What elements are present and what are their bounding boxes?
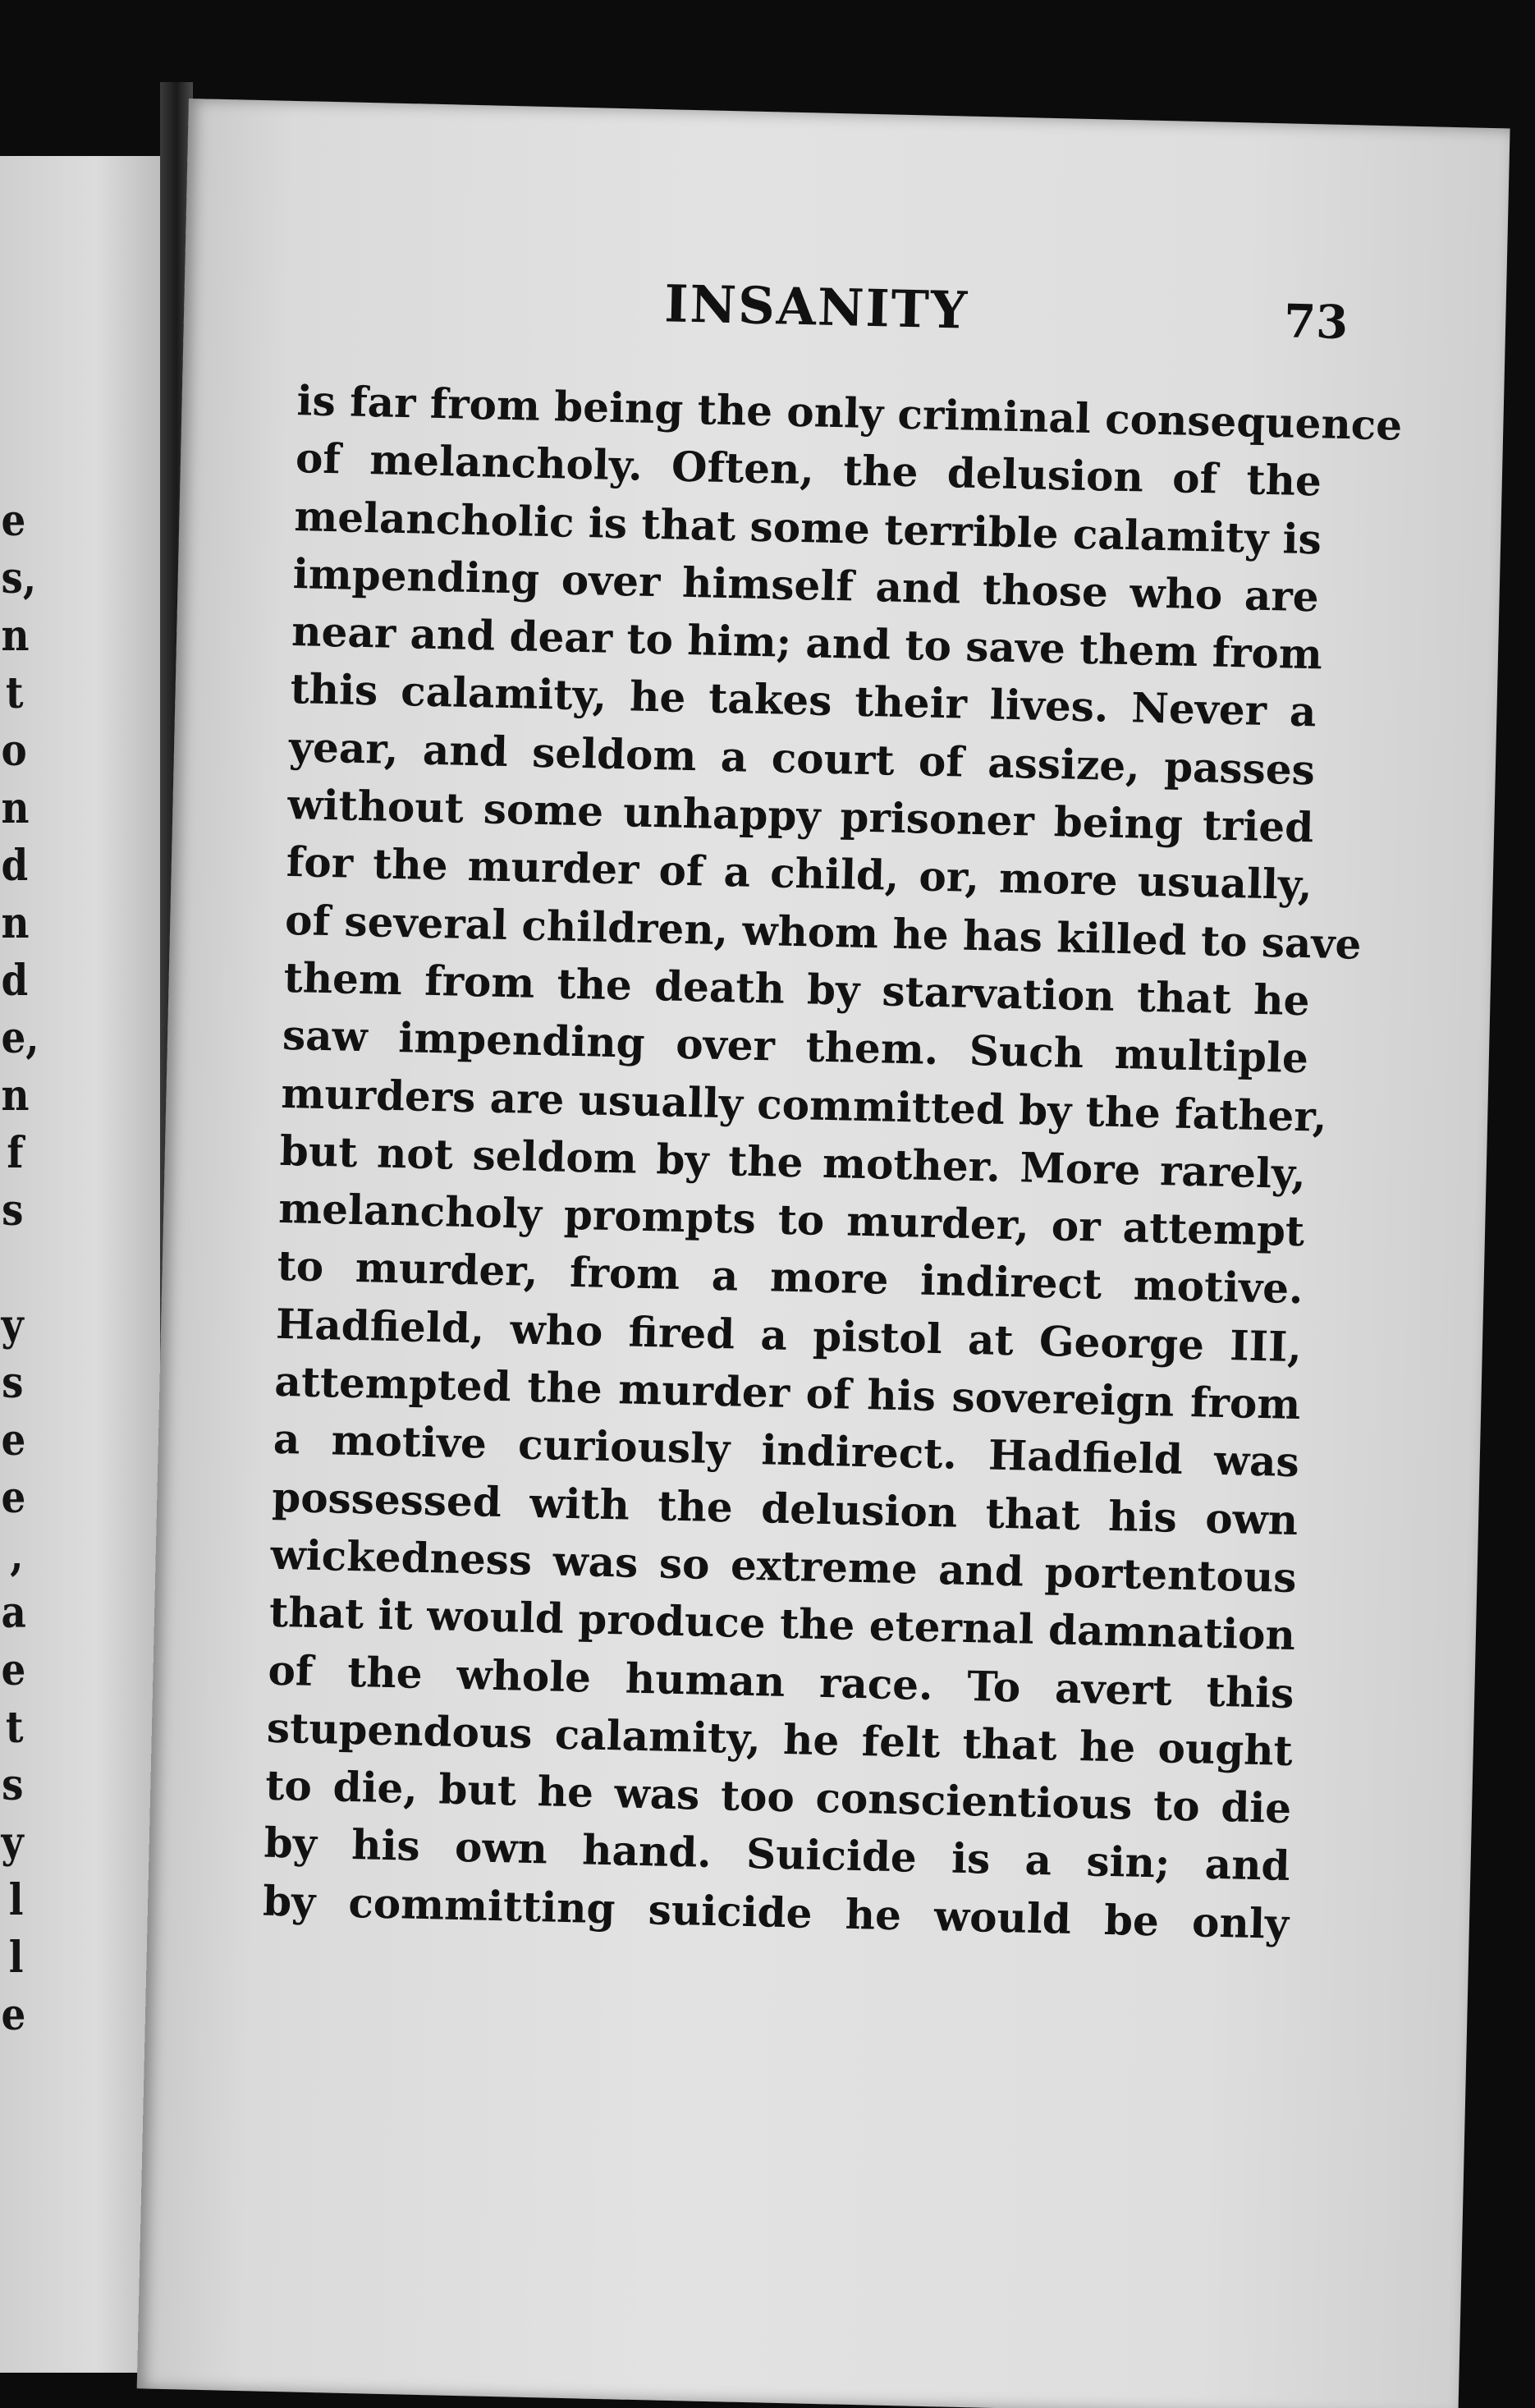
facing-page-glyph: n — [1, 783, 30, 833]
facing-page-glyph: t — [5, 668, 24, 718]
facing-page-glyph: l — [8, 1933, 24, 1983]
text-line: of several children, whom he has killed to save — [284, 895, 1362, 969]
text-line: but not seldom by the mother. More rarely, — [279, 1126, 1307, 1199]
text-line: to murder, from a more indirect motive. — [277, 1241, 1304, 1314]
text-line: near and dear to him; and to save them from — [291, 607, 1323, 679]
facing-page-glyph: f — [7, 1128, 24, 1178]
text-line: impending over himself and those who are — [292, 548, 1320, 621]
text-line: of the whole human race. To avert this — [267, 1645, 1294, 1718]
facing-page-glyph: n — [1, 1071, 30, 1121]
facing-page-glyph: e — [1, 1415, 26, 1465]
text-line: that it would produce the eternal damnation — [268, 1587, 1296, 1660]
facing-page-glyph: l — [8, 1875, 24, 1925]
text-line: for the murder of a child, or, more usually, — [286, 837, 1313, 910]
facing-page-glyph — [2, 1240, 24, 1297]
facing-page-glyph: n — [1, 898, 30, 948]
facing-page-glyph: s — [2, 1760, 24, 1810]
body-text — [262, 372, 1403, 1953]
text-line: attempted the murder of his sovereign from — [273, 1356, 1301, 1429]
facing-page-glyph: e — [1, 496, 26, 546]
text-line: saw impending over them. Such multiple — [282, 1011, 1309, 1083]
facing-page-glyph: s — [2, 1358, 24, 1408]
text-line: to die, but he was too conscientious to die — [264, 1760, 1292, 1833]
text-line: without some unhappy prisoner being tried — [286, 780, 1314, 852]
facing-page-glyph: d — [1, 841, 29, 891]
facing-page-cut-off-text — [0, 493, 39, 2044]
text-line: by his own hand. Suicide is a sin; and — [263, 1819, 1291, 1891]
text-line: this calamity, he takes their lives. Never a — [290, 664, 1317, 736]
facing-page-glyph: o — [1, 726, 27, 776]
book-page — [137, 99, 1510, 2408]
text-line: a motive curiously indirect. Hadfield was — [273, 1415, 1300, 1487]
text-line: is far from being the only criminal consequence — [296, 376, 1403, 450]
facing-page-glyph: d — [1, 956, 29, 1006]
text-line: melancholic is that some terrible calamity is — [293, 491, 1322, 564]
facing-page-glyph: s, — [1, 553, 37, 603]
page-title: INSANITY — [663, 273, 969, 341]
text-line: Hadfield, who fired a pistol at George III, — [275, 1299, 1303, 1371]
facing-page-glyph: y — [1, 1300, 24, 1351]
text-line: possessed with the delusion that his own — [271, 1472, 1299, 1544]
facing-page-edge — [0, 156, 160, 2373]
text-line: melancholy prompts to murder, or attempt — [277, 1183, 1305, 1256]
text-line: stupendous calamity, he felt that he ought — [266, 1703, 1294, 1775]
facing-page-glyph: s — [2, 1186, 24, 1236]
facing-page-glyph: e — [1, 1990, 26, 2040]
running-head — [183, 263, 1416, 373]
facing-page-glyph: a — [1, 1588, 26, 1638]
text-line: murders are usually committed by the father, — [280, 1068, 1328, 1141]
text-line: wickedness was so extreme and portentous — [270, 1530, 1298, 1603]
facing-page-glyph: , — [10, 1530, 24, 1580]
text-line: by committing suicide he would be only — [262, 1876, 1290, 1948]
text-line: of melancholy. Often, the delusion of the — [295, 433, 1322, 506]
facing-page-glyph: t — [5, 1703, 24, 1753]
facing-page-glyph: e — [1, 1645, 26, 1695]
facing-page-glyph: n — [1, 611, 30, 661]
text-line: them from the death by starvation that he — [283, 952, 1311, 1025]
page-number: 73 — [1283, 294, 1349, 351]
facing-page-glyph: e — [1, 1473, 26, 1523]
text-line: year, and seldom a court of assize, passes — [288, 722, 1316, 795]
facing-page-glyph: y — [1, 1818, 24, 1868]
facing-page-glyph: e, — [1, 1013, 39, 1063]
